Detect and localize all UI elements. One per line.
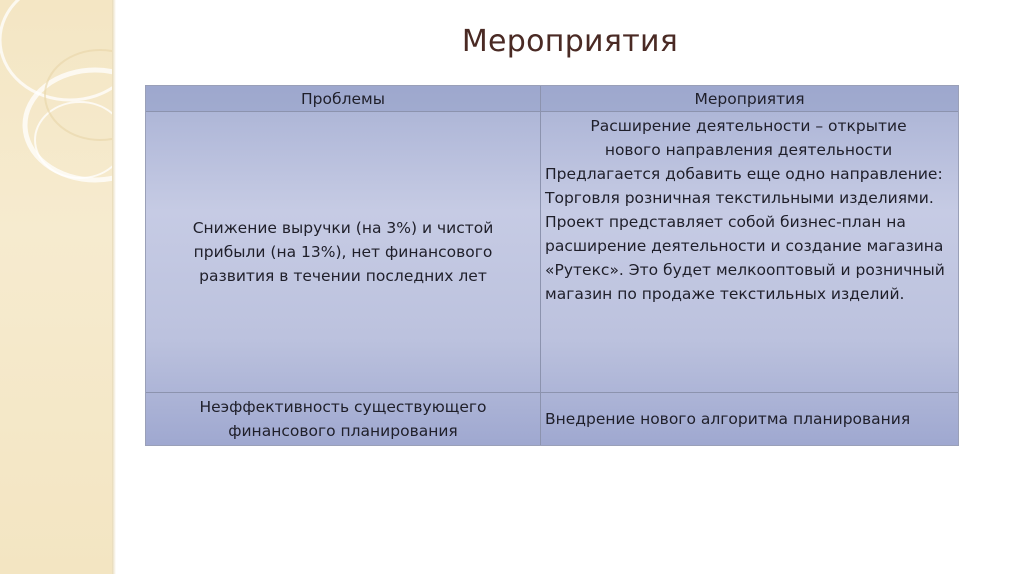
row1-problem (146, 112, 541, 393)
row2-problem-text: Неэффективность существующего финансового планирования (199, 398, 487, 440)
decorative-rings (0, 0, 112, 574)
row1-measure (541, 112, 958, 393)
decorative-side-band (0, 0, 112, 574)
row1-measure-para1: Предлагается добавить еще одно направление: Торговля розничная текстильными изделиями. (545, 165, 943, 207)
problems-measures-table (145, 85, 959, 446)
row2-measure (541, 393, 958, 445)
header-problems: Проблемы (146, 86, 541, 112)
row1-problem-text: Снижение выручки (на 3%) и чистой прибыли (на 13%), нет финансового развития в течении последних лет (192, 219, 494, 285)
row1-measure-para2: Проект представляет собой бизнес-план на расширение деятельности и создание магазина «Рутекс». Это будет мелкооптовый и розничный магазин по продаже текстильных изделий. (545, 213, 945, 303)
header-measures: Мероприятия (541, 86, 958, 112)
row2-measure-text: Внедрение нового алгоритма планирования (545, 410, 911, 428)
row1-measure-title: Расширение деятельности – открытие нового направления деятельности (590, 117, 907, 159)
page-title: Мероприятия (461, 24, 679, 59)
row2-problem (146, 393, 541, 445)
side-band-edge (112, 0, 116, 574)
